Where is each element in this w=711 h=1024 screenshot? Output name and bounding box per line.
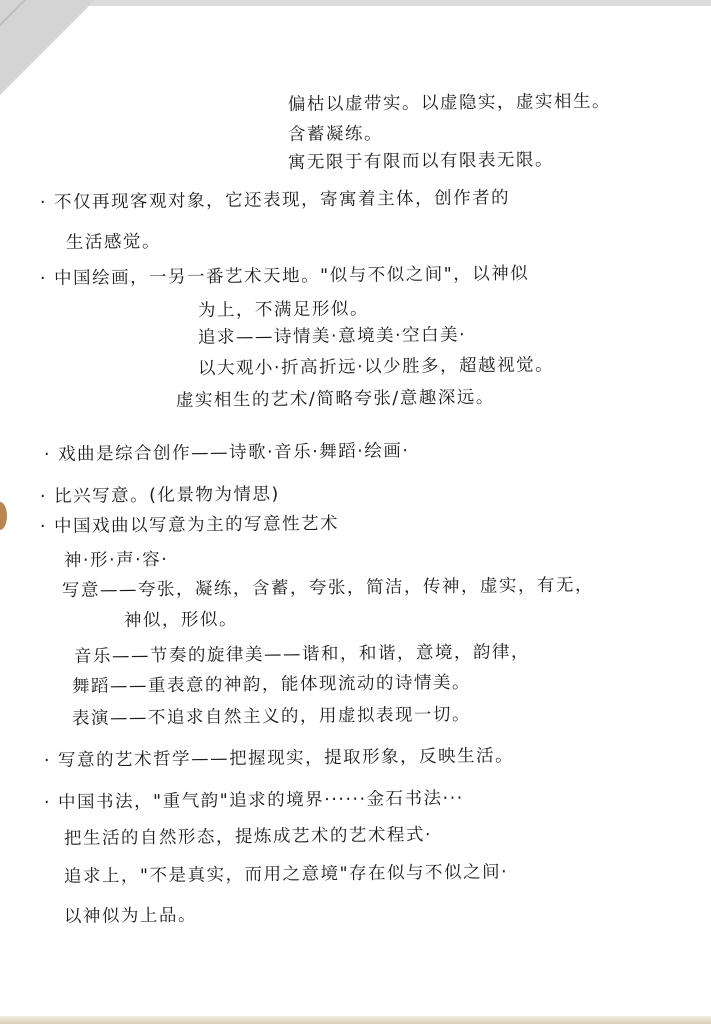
handwritten-line: · 中国绘画，一另一番艺术天地。"似与不似之间"，以神似	[39, 263, 530, 289]
handwritten-line: 把生活的自然形态，提炼成艺术的艺术程式·	[63, 825, 433, 849]
handwritten-line: 偏枯以虚带实。以虚隐实，虚实相生。	[287, 91, 612, 115]
page-bottom-edge	[0, 1016, 711, 1024]
handwritten-line: 以大观小·折高折远·以少胜多，超越视觉。	[197, 355, 555, 379]
handwritten-line: 写意——夸张，凝练，含蓄，夸张，简洁，传神，虚实，有无，	[61, 575, 595, 601]
handwritten-line: · 戏曲是综合创作——诗歌·音乐·舞蹈·绘画·	[43, 441, 410, 465]
handwritten-line: · 比兴写意。(化景物为情思)	[39, 484, 280, 507]
handwritten-line: · 中国书法，"重气韵"追求的境界······金石书法···	[43, 788, 464, 813]
handwritten-line: 为上，不满足形似。	[197, 299, 370, 321]
handwritten-line: 音乐——节奏的旋律美——谐和，和谐，意境，韵律，	[73, 642, 531, 667]
handwritten-line: · 中国戏曲以写意为主的写意性艺术	[39, 513, 340, 537]
handwritten-line: 追求——诗情美·意境美·空白美·	[197, 325, 467, 348]
handwritten-line: 神·形·声·容·	[63, 549, 169, 571]
handwritten-line: 虚实相生的艺术/简略夸张/意趣深远。	[175, 387, 495, 411]
binder-hole-icon	[0, 502, 7, 530]
handwritten-line: 寓无限于有限而以有限表无限。	[287, 150, 555, 173]
background-strip	[0, 0, 711, 6]
folded-corner	[0, 0, 95, 95]
handwritten-line: · 不仅再现客观对象，它还表现，寄寓着主体，创作者的	[39, 188, 511, 213]
handwritten-line: 以神似为上品。	[63, 905, 198, 927]
handwritten-line: 含蓄凝练。	[287, 124, 384, 145]
handwritten-line: 表演——不追求自然主义的，用虚拟表现一切。	[71, 704, 472, 729]
handwritten-line: 追求上，"不是真实，而用之意境"存在似与不似之间·	[63, 862, 509, 887]
handwritten-line: 神似，形似。	[123, 609, 239, 631]
handwritten-line: 舞蹈——重表意的神韵，能体现流动的诗情美。	[71, 672, 472, 697]
handwritten-line: · 写意的艺术哲学——把握现实，提取形象，反映生活。	[43, 746, 515, 771]
handwritten-line: 生活感觉。	[65, 232, 162, 253]
